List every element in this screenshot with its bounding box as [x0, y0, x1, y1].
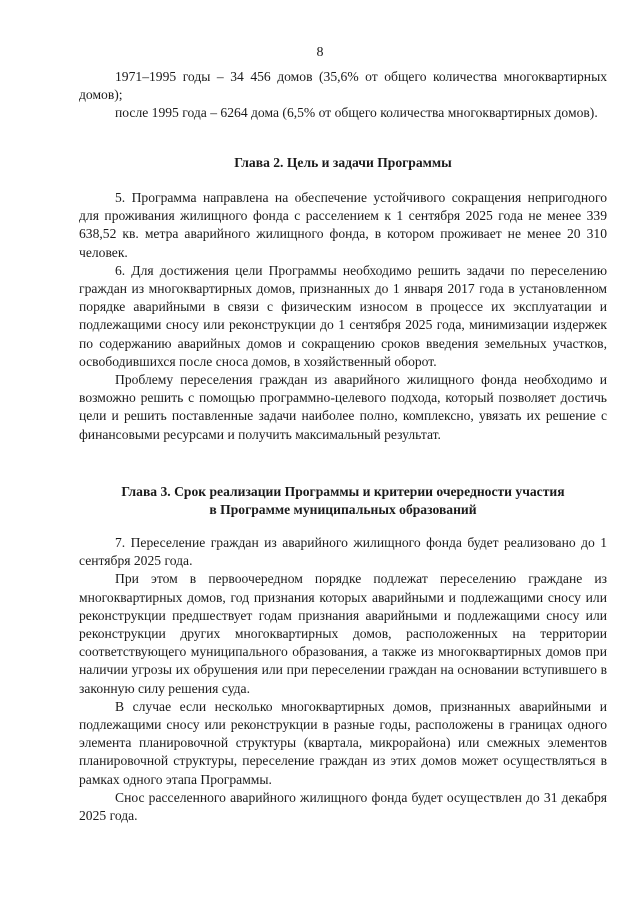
chapter-3-body	[79, 534, 607, 825]
chapter-3-heading-block	[79, 483, 607, 519]
chapter-3-heading-line-1: Глава 3. Срок реализации Программы и критерии очередности участия	[121, 484, 565, 499]
chapter-2-body	[79, 189, 607, 444]
chapter-3-heading-line-2: в Программе муниципальных образований	[209, 502, 477, 518]
chapter-2-paragraph: 6. Для достижения цели Программы необходимо решить задачи по переселению граждан из многоквартирных домов, признанных до 1 января 2017 года в установленном порядке аварийными в связи с физическим износом в процессе их эксплуатации и подлежащими сносу или реконструкции до 1 сентября 2025 года, минимизации издержек по содержанию аварийных домов и сокращению сроков введения земельных участков, освободившихся после сноса домов, в хозяйственный оборот.	[79, 262, 607, 369]
page-number: 8	[316, 45, 324, 60]
intro-block	[79, 68, 607, 123]
chapter-2-heading: Глава 2. Цель и задачи Программы	[234, 155, 452, 170]
intro-paragraph: 1971–1995 годы – 34 456 домов (35,6% от общего количества многоквартирных домов);	[79, 69, 607, 103]
intro-paragraph: после 1995 года – 6264 дома (6,5% от общего количества многоквартирных домов).	[115, 105, 598, 121]
chapter-3-paragraph: Снос расселенного аварийного жилищного фонда будет осуществлен до 31 декабря 2025 года.	[79, 789, 607, 824]
chapter-3-paragraph: При этом в первоочередном порядке подлежат переселению граждане из многоквартирных домов, год признания которых аварийными и подлежащими сносу или реконструкции предшествует годам признания аварийными и подлежащими сносу или реконструкции других многоквартирных домов, расположенных на территории соответствующего муниципального образования, а также из многоквартирных домов при наличии угрозы их обрушения или при переселении граждан на основании вступившего в законную силу решения суда.	[79, 571, 607, 696]
chapter-2-heading-block	[79, 154, 607, 172]
chapter-3-paragraph: 7. Переселение граждан из аварийного жилищного фонда будет реализовано до 1 сентября 2025 года.	[79, 535, 607, 569]
chapter-2-paragraph: Проблему переселения граждан из аварийного жилищного фонда необходимо и возможно решить с помощью программно-целевого подхода, который позволяет достичь цели и решить поставленные задачи наиболее полно, комплексно, увязать их решение с финансовыми ресурсами и получить максимальный результат.	[79, 372, 607, 442]
chapter-3-paragraph: В случае если несколько многоквартирных домов, признанных аварийными и подлежащими сносу или реконструкции в разные годы, расположены в границах одного элемента планировочной структуры (квартала, микрорайона) или смежных элементов планировочной структуры, переселение граждан из этих домов может осуществляться в рамках одного этапа Программы.	[79, 698, 607, 787]
chapter-2-paragraph: 5. Программа направлена на обеспечение устойчивого сокращения непригодного для проживания жилищного фонда с расселением к 1 сентября 2025 года не менее 339 638,52 кв. метра аварийного жилищного фонда, в котором проживает не менее 20 310 человек.	[79, 190, 607, 260]
